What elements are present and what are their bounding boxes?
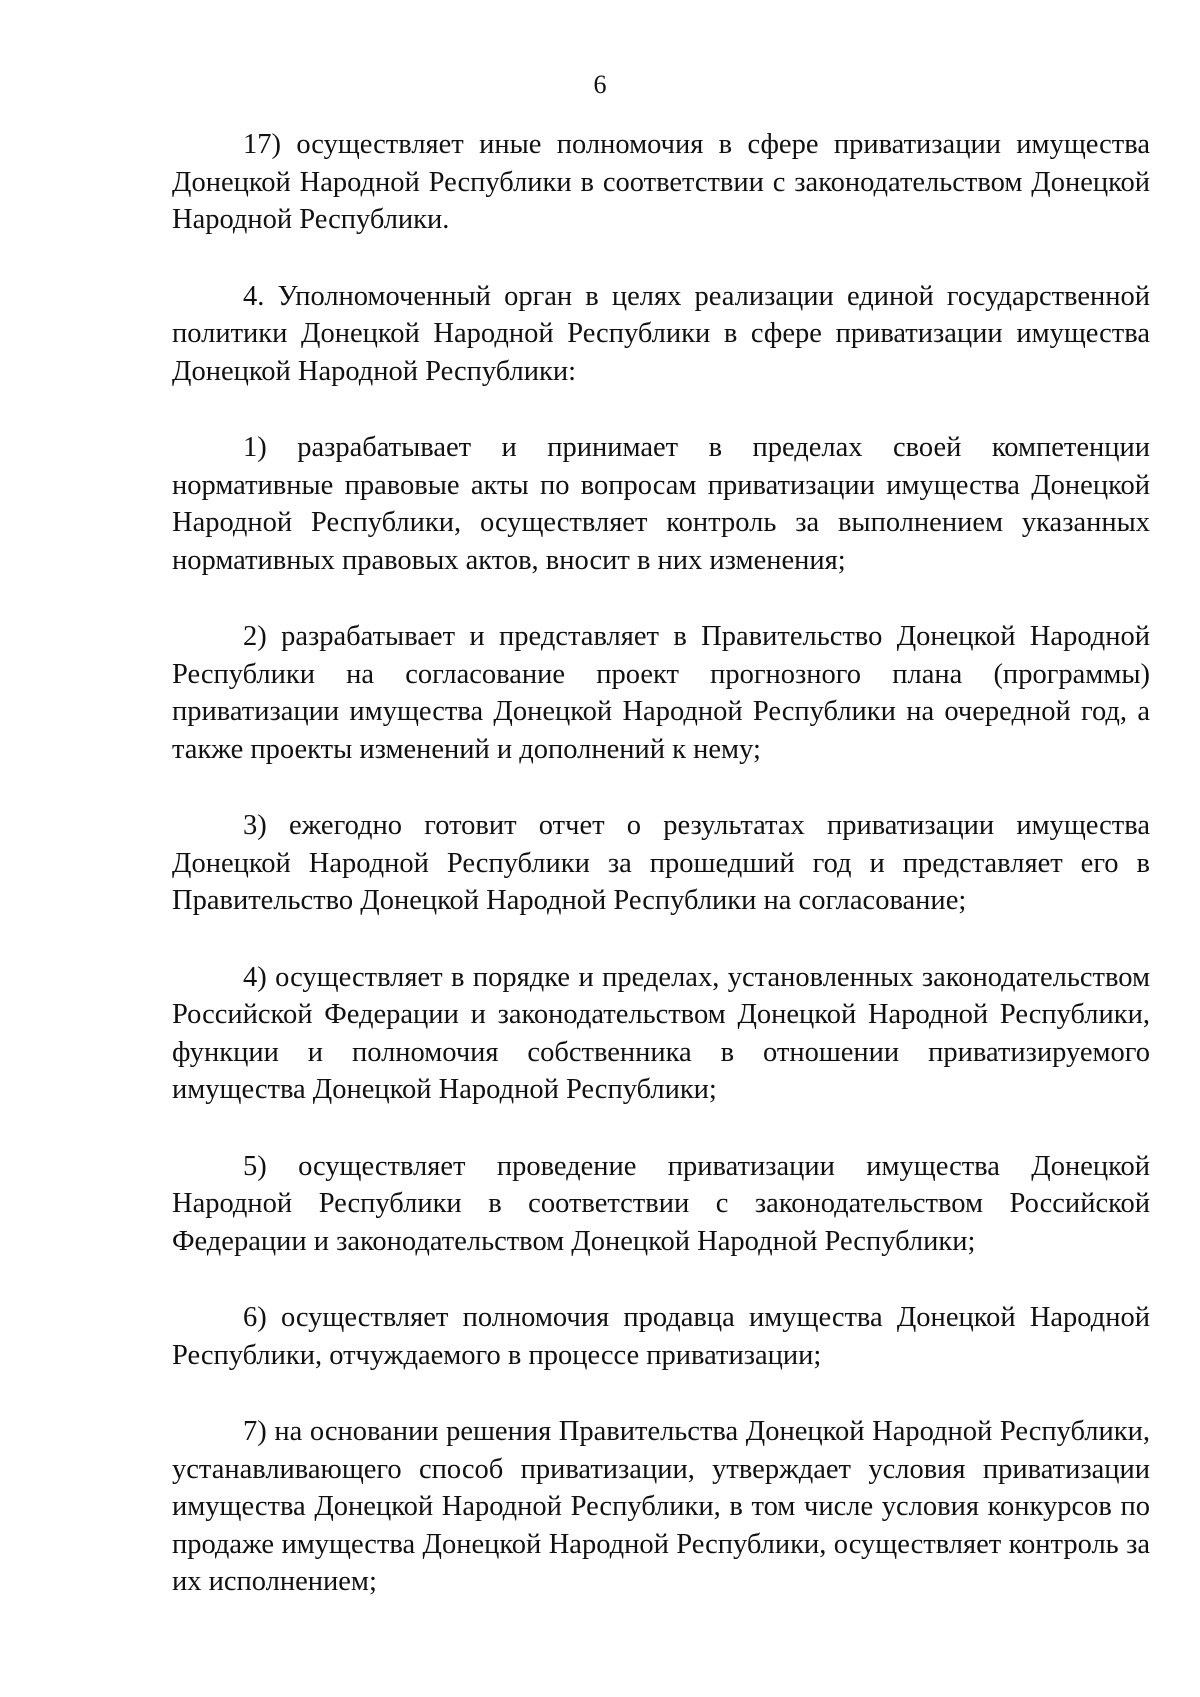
paragraph-item-4: 4) осуществляет в порядке и пределах, установленных законодательством Российской Федерации и законодательством Донецкой Народной Республики, функции и полномочия собственника в отношении приватизируемого имущества Донецкой Народной Республики; [172, 961, 1150, 1105]
paragraph-item-3: 3) ежегодно готовит отчет о результатах приватизации имущества Донецкой Народной Республики за прошедший год и представляет его в Правительство Донецкой Народной Республики на согласование; [172, 810, 1150, 916]
paragraph-item-1: 1) разрабатывает и принимает в пределах своей компетенции нормативные правовые акты по вопросам приватизации имущества Донецкой Народной Республики, осуществляет контроль за выполнением указанных нормативных правовых актов, вносит в них изменения; [172, 432, 1150, 576]
paragraph-section-4: 4. Уполномоченный орган в целях реализации единой государственной политики Донецкой Народной Республики в сфере приватизации имущества Донецкой Народной Республики: [172, 280, 1150, 387]
paragraph-item-2: 2) разрабатывает и представляет в Правительство Донецкой Народной Республики на согласование проект прогнозного плана (программы) приватизации имущества Донецкой Народной Республики на очередной год, а также проекты изменений и дополнений к нему; [172, 621, 1150, 765]
paragraph-item-6: 6) осуществляет полномочия продавца имущества Донецкой Народной Республики, отчуждаемого в процессе приватизации; [172, 1302, 1150, 1371]
document-body [172, 126, 1150, 1640]
paragraph-item-5: 5) осуществляет проведение приватизации имущества Донецкой Народной Республики в соответствии с законодательством Российской Федерации и законодательством Донецкой Народной Республики; [172, 1150, 1150, 1257]
paragraph-item-17: 17) осуществляет иные полномочия в сфере приватизации имущества Донецкой Народной Республики в соответствии с законодательством Донецкой Народной Республики. [172, 129, 1150, 235]
page-number: 6 [593, 70, 607, 99]
paragraph-item-7: 7) на основании решения Правительства Донецкой Народной Республики, устанавливающего способ приватизации, утверждает условия приватизации имущества Донецкой Народной Республики, в том числе условия конкурсов по продаже имущества Донецкой Народной Республики, осуществляет контроль за их исполнением; [172, 1416, 1150, 1597]
